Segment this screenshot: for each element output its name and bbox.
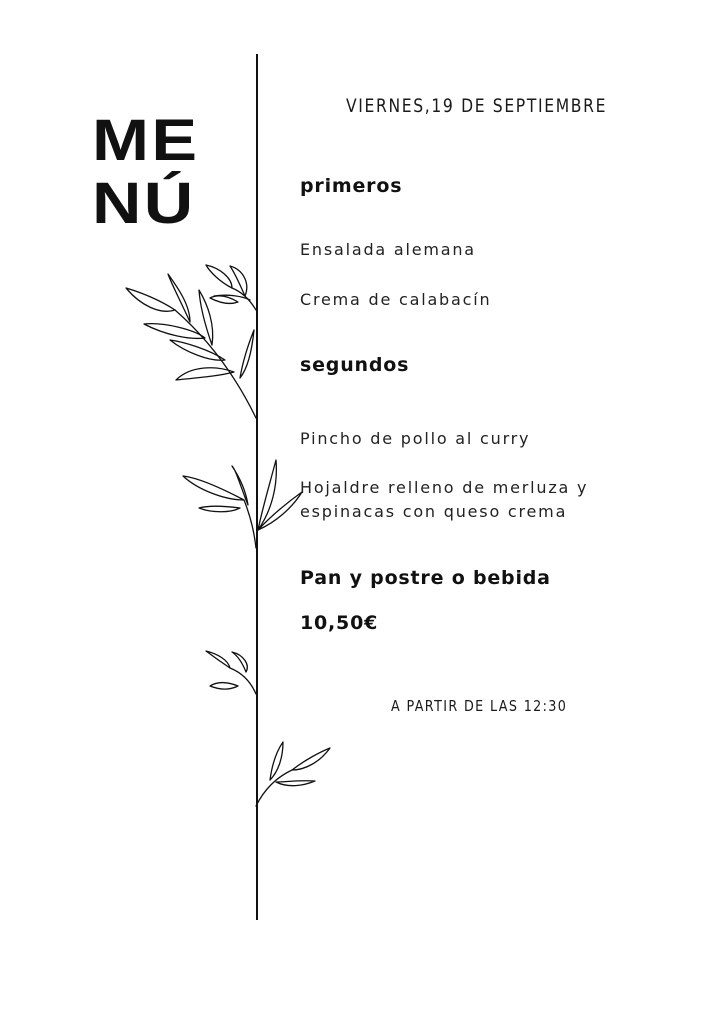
section-heading-segundos: segundos — [300, 354, 410, 376]
menu-item: Ensalada alemana — [300, 240, 476, 259]
serving-time: A PARTIR DE LAS 12:30 — [391, 697, 568, 715]
section-heading-primeros: primeros — [300, 175, 403, 197]
menu-title-line-2: NÚ — [92, 171, 196, 236]
vertical-divider — [256, 54, 258, 920]
menu-title-line-1: ME — [92, 108, 200, 173]
menu-price: 10,50€ — [300, 612, 379, 634]
includes-line: Pan y postre o bebida — [300, 567, 551, 589]
menu-item: Hojaldre relleno de merluza y — [300, 478, 589, 497]
menu-date: VIERNES,19 DE SEPTIEMBRE — [346, 95, 608, 117]
menu-item: Crema de calabacín — [300, 290, 492, 309]
menu-item-continuation: espinacas con queso crema — [300, 502, 568, 521]
menu-item: Pincho de pollo al curry — [300, 429, 531, 448]
